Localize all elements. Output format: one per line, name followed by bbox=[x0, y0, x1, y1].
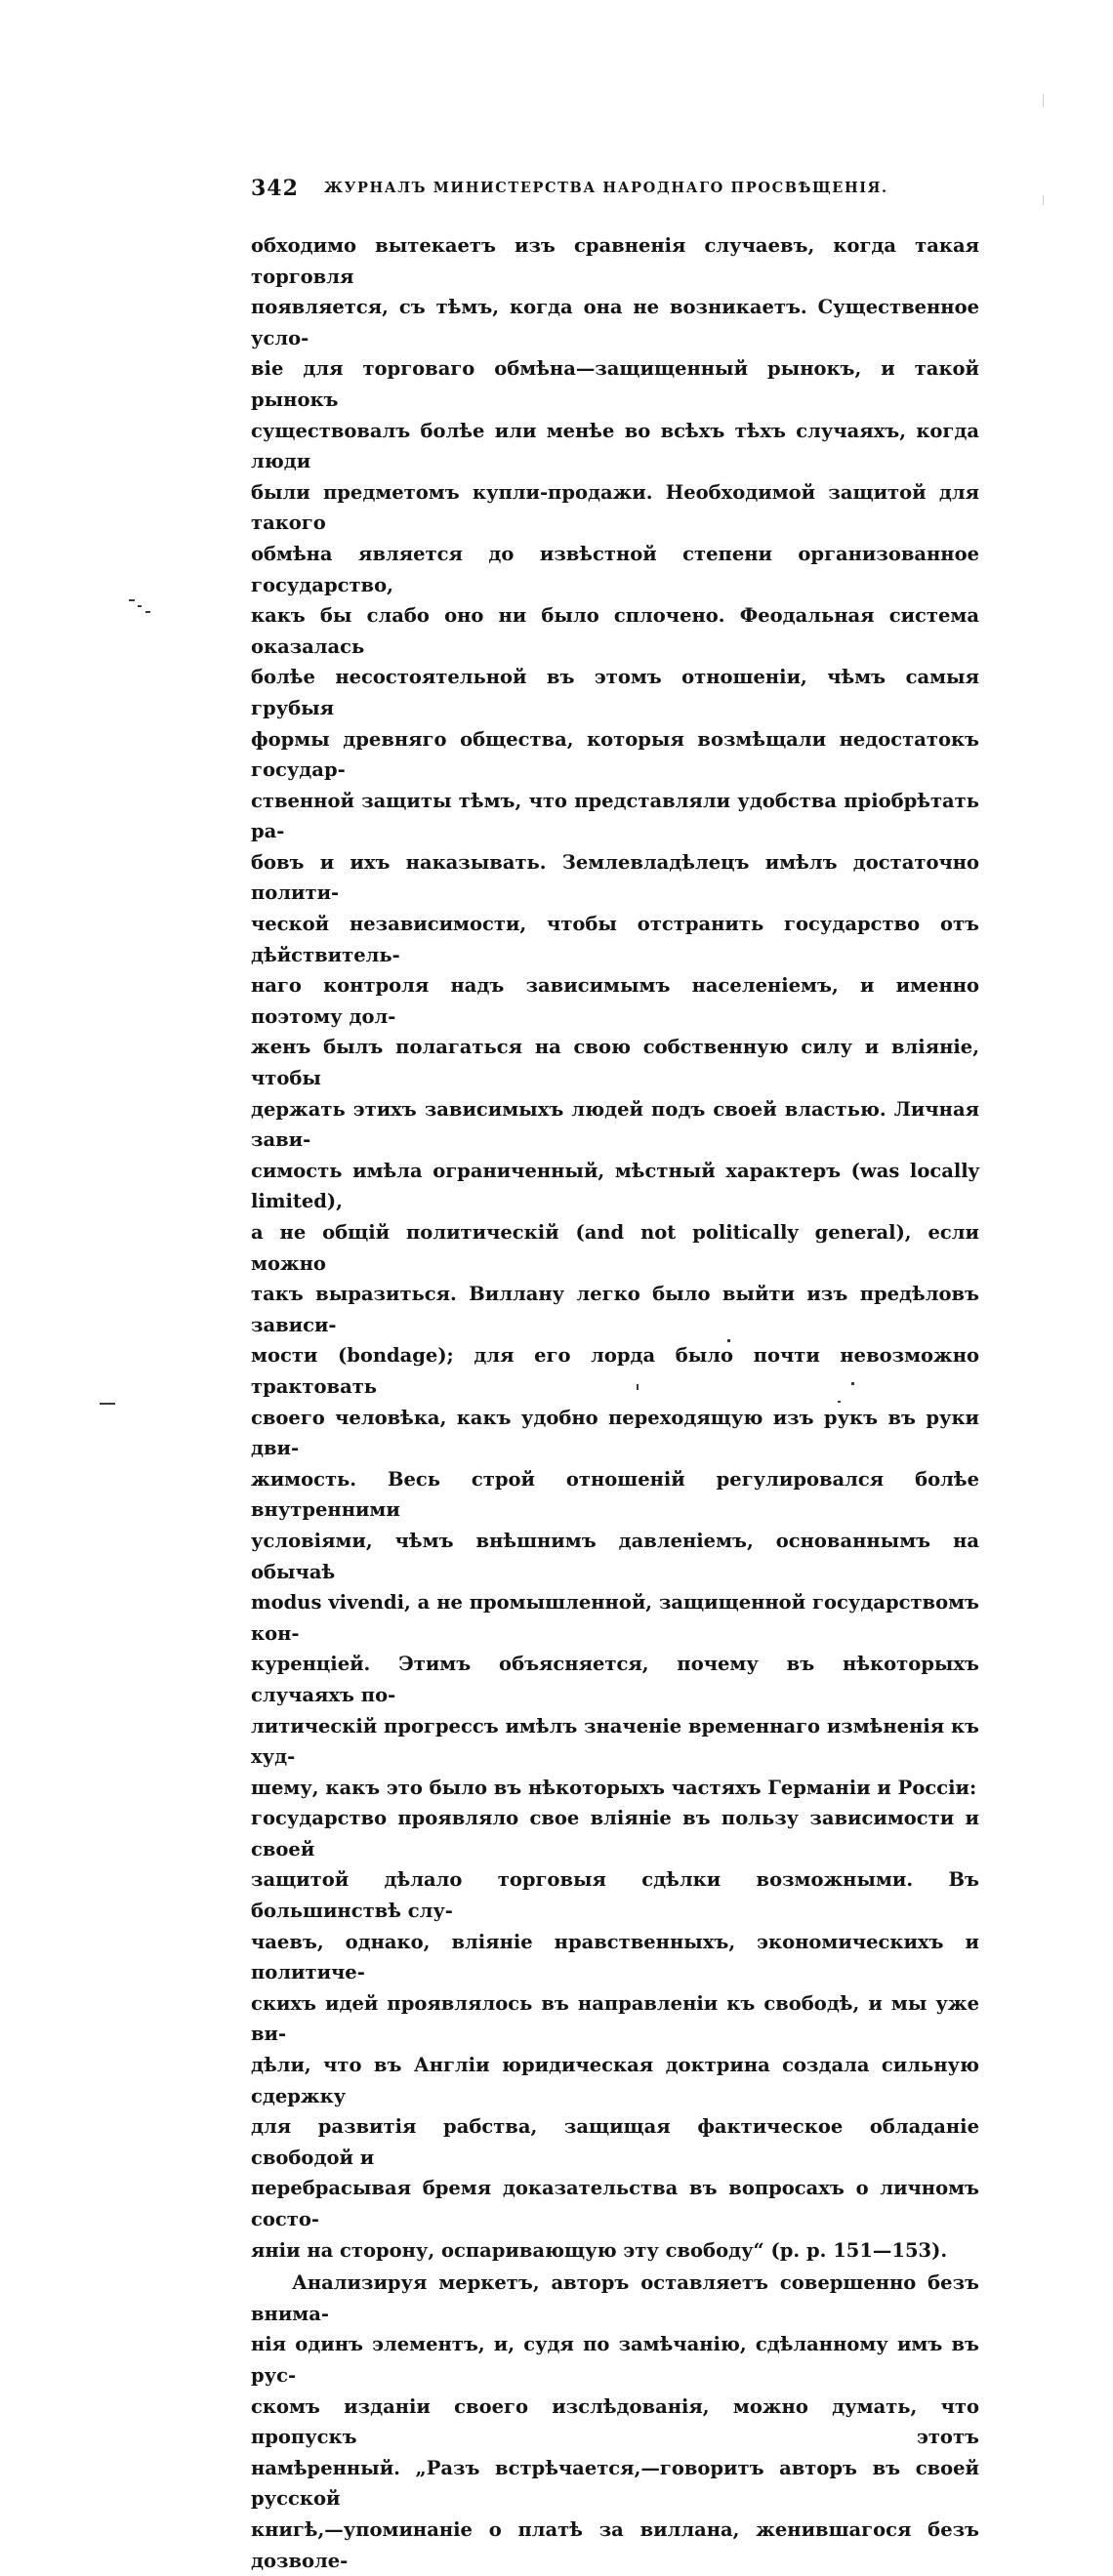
scan-speck bbox=[727, 1339, 730, 1342]
margin-speck bbox=[145, 611, 150, 613]
scan-speck bbox=[851, 1382, 854, 1385]
page-edge-line bbox=[1043, 94, 1044, 107]
scan-speck bbox=[838, 1401, 841, 1403]
page-edge-line bbox=[1043, 195, 1044, 205]
body-text bbox=[251, 230, 979, 2576]
scan-speck bbox=[637, 1384, 639, 1390]
margin-dash bbox=[100, 1403, 115, 1405]
paragraph-continued: обходимо вытекаетъ изъ сравненія случаевъ, когда такая торговля появляется, съ тѣмъ, когда она не возникаетъ. Существенное усло- віе для торговаго обмѣна—защищенный рынокъ, и такой рынокъ существовалъ болѣе или менѣе во всѣхъ тѣхъ случаяхъ, когда люди были предметомъ купли-продажи. Необходимой защитой для такого обмѣна является до извѣстной степени организованное государство, какъ бы слабо оно ни было сплочено. Феодальная система оказалась болѣе несостоятельной въ этомъ отношеніи, чѣмъ самыя грубыя формы древняго общества, которыя возмѣщали недостатокъ государ- ственной защиты тѣмъ, что представляли удобства пріобрѣтать ра- бовъ и ихъ наказывать. Землевладѣлецъ имѣлъ достаточно полити- ческой независимости, чтобы отстранить государство отъ дѣйствитель- наго контроля надъ зависимымъ населеніемъ, и именно поэтому дол- женъ былъ полагаться на свою собственную силу и вліяніе, чтобы держать этихъ зависимыхъ людей подъ своей властью. Личная зави- симость имѣла ограниченный, мѣстный характеръ (was locally limited), а не общій политическій (and not politically general), если можно такъ выразиться. Виллану легко было выйти изъ предѣловъ зависи- мости (bondage); для его лорда было почти невозможно трактовать своего человѣка, какъ удобно переходящую изъ рукъ въ руки дви- жимость. Весь строй отношеній регулировался болѣе внутренними условіями, чѣмъ внѣшнимъ давленіемъ, основаннымъ на обычаѣ modus vivendi, а не промышленной, защищенной государствомъ кон- куренціей. Этимъ объясняется, почему въ нѣкоторыхъ случаяхъ по- литическій прогрессъ имѣлъ значеніе временнаго измѣненія къ худ- шему, какъ это было въ нѣкоторыхъ частяхъ Германіи и Россіи: государство проявляло свое вліяніе въ пользу зависимости и своей защитой дѣлало торговыя сдѣлки возможными. Въ большинствѣ слу- чаевъ, однако, вліяніе нравственныхъ, экономическихъ и политиче- скихъ идей проявлялось въ направленіи къ свободѣ, и мы уже ви- дѣли, что въ Англіи юридическая доктрина создала сильную сдержку для развитія рабства, защищая фактическое обладаніе свободой и перебрасывая бремя доказательства въ вопросахъ о личномъ состо- яніи на сторону, оспаривающую эту свободу“ (p. p. 151—153). bbox=[251, 234, 979, 2262]
page-number: 342 bbox=[251, 176, 299, 201]
margin-speck bbox=[138, 605, 142, 607]
page-header bbox=[251, 176, 993, 205]
paragraph: Анализируя меркетъ, авторъ оставляетъ совершенно безъ внима- нія одинъ элементъ, и, судя по замѣчанію, сдѣланному имъ въ рус- скомъ изданіи своего изслѣдованія, можно думать, что пропускъ этотъ намѣренный. „Разъ встрѣчается,—говоритъ авторъ въ своей русской книгѣ,—упоминаніе о платѣ за виллана, женившагося безъ дозволе- bbox=[251, 2271, 979, 2572]
margin-speck bbox=[129, 599, 135, 601]
running-title: ЖУРНАЛЪ МИНИСТЕРСТВА НАРОДНАГО ПРОСВѢЩЕНІЯ. bbox=[324, 180, 888, 196]
